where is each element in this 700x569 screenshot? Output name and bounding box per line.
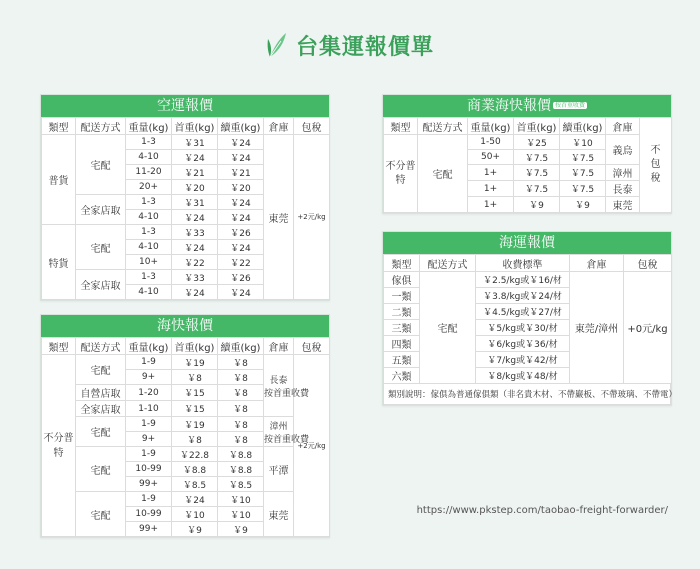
rate-cell: ￥6/kg或￥36/材	[476, 336, 570, 352]
sea-express-card	[40, 314, 330, 538]
header-cell: 首重(kg)	[172, 338, 218, 355]
header-cell: 配送方式	[420, 255, 476, 272]
weight-cell: 10-99	[126, 462, 172, 477]
weight-cell: 1-9	[126, 447, 172, 462]
first-weight-cell: ￥24	[172, 492, 218, 507]
weight-cell: 4-10	[126, 285, 172, 300]
warehouse-note: 按首重收費	[264, 434, 310, 445]
extra-weight-cell: ￥22	[218, 255, 264, 270]
extra-weight-cell: ￥21	[218, 165, 264, 180]
weight-cell: 1+	[468, 197, 514, 213]
header-cell: 類型	[384, 118, 418, 135]
commercial-sea-express-table	[383, 117, 672, 213]
delivery-cell: 宅配	[418, 135, 468, 213]
extra-weight-cell: ￥8.8	[218, 462, 264, 477]
page-title	[0, 30, 700, 64]
extra-weight-cell: ￥8.5	[218, 477, 264, 492]
category-cell: 傢俱	[384, 272, 420, 288]
extra-weight-cell: ￥8	[218, 370, 264, 385]
extra-weight-cell: ￥24	[218, 285, 264, 300]
extra-weight-cell: ￥24	[218, 150, 264, 165]
first-weight-cell: ￥15	[172, 401, 218, 417]
header-cell: 續重(kg)	[218, 118, 264, 135]
leaf-icon	[266, 32, 290, 64]
extra-weight-cell: ￥8.8	[218, 447, 264, 462]
extra-weight-cell: ￥7.5	[560, 181, 606, 197]
extra-weight-cell: ￥8	[218, 417, 264, 432]
weight-cell: 1-3	[126, 225, 172, 240]
table-row	[42, 417, 330, 432]
delivery-cell: 宅配	[76, 492, 126, 537]
rate-cell: ￥4.5/kg或￥27/材	[476, 304, 570, 320]
extra-weight-cell: ￥10	[218, 492, 264, 507]
first-weight-cell: ￥33	[172, 225, 218, 240]
delivery-cell: 宅配	[76, 355, 126, 385]
delivery-cell: 自營店取	[76, 385, 126, 401]
warehouse-cell: 漳州	[606, 165, 640, 181]
weight-cell: 50+	[468, 150, 514, 165]
weight-cell: 10-99	[126, 507, 172, 522]
sea-freight-title: 海運報價	[383, 232, 671, 254]
rate-cell: ￥3.8/kg或￥24/材	[476, 288, 570, 304]
first-weight-cell: ￥21	[172, 165, 218, 180]
extra-weight-cell: ￥7.5	[560, 165, 606, 181]
extra-weight-cell: ￥10	[560, 135, 606, 150]
category-cell: 四類	[384, 336, 420, 352]
air-freight-table	[41, 117, 330, 300]
extra-weight-cell: ￥8	[218, 401, 264, 417]
weight-cell: 1-9	[126, 417, 172, 432]
header-cell: 重量(kg)	[126, 338, 172, 355]
header-cell: 包稅	[624, 255, 672, 272]
tax-cell: +2元/kg	[294, 135, 330, 300]
table-row	[42, 447, 330, 462]
extra-weight-cell: ￥24	[218, 195, 264, 210]
rate-cell: ￥7/kg或￥42/材	[476, 352, 570, 368]
warehouse-cell: 義烏	[606, 135, 640, 165]
weight-cell: 4-10	[126, 210, 172, 225]
first-weight-cell: ￥8	[172, 370, 218, 385]
table-header	[42, 118, 330, 135]
first-weight-cell: ￥20	[172, 180, 218, 195]
header-cell: 包稅	[294, 338, 330, 355]
extra-weight-cell: ￥8	[218, 432, 264, 447]
first-weight-cell: ￥24	[172, 150, 218, 165]
tax-cell: +0元/kg	[624, 272, 672, 384]
delivery-cell: 宅配	[76, 447, 126, 492]
category-cell: 不分普特	[42, 355, 76, 537]
first-weight-cell: ￥22	[172, 255, 218, 270]
header-cell: 續重(kg)	[218, 338, 264, 355]
sea-freight-card	[382, 231, 678, 406]
extra-weight-cell: ￥9	[560, 197, 606, 213]
warehouse-name: 長泰	[269, 375, 288, 386]
category-cell: 六類	[384, 368, 420, 384]
tax-cell: +2元/kg	[294, 355, 330, 537]
header-cell: 配送方式	[76, 338, 126, 355]
warehouse-cell: 東莞/漳州	[570, 272, 624, 384]
table-header	[384, 255, 672, 272]
first-weight-cell: ￥7.5	[514, 181, 560, 197]
delivery-cell: 全家店取	[76, 270, 126, 300]
first-weight-cell: ￥31	[172, 135, 218, 150]
title-text: 台集運報價單	[295, 35, 434, 60]
sea-freight-table	[383, 254, 672, 384]
extra-weight-cell: ￥10	[218, 507, 264, 522]
table-row	[42, 492, 330, 507]
header-cell: 類型	[384, 255, 420, 272]
weight-cell: 1-9	[126, 355, 172, 370]
header-cell: 包稅	[294, 118, 330, 135]
category-cell: 特貨	[42, 225, 76, 300]
first-weight-cell: ￥25	[514, 135, 560, 150]
weight-cell: 1-9	[126, 492, 172, 507]
header-cell: 類型	[42, 338, 76, 355]
warehouse-cell: 東莞	[264, 492, 294, 537]
weight-cell: 9+	[126, 432, 172, 447]
first-weight-cell: ￥7.5	[514, 150, 560, 165]
warehouse-cell	[264, 355, 310, 417]
extra-weight-cell: ￥24	[218, 210, 264, 225]
delivery-cell: 宅配	[76, 225, 126, 270]
header-cell: 配送方式	[418, 118, 468, 135]
warehouse-cell	[264, 417, 310, 447]
extra-weight-cell: ￥8	[218, 385, 264, 401]
commercial-sea-express-card	[382, 94, 672, 214]
first-weight-cell: ￥24	[172, 240, 218, 255]
first-weight-cell: ￥8.8	[172, 462, 218, 477]
warehouse-cell: 平潭	[264, 447, 294, 492]
warehouse-cell: 東莞	[606, 197, 640, 213]
table-header	[42, 338, 330, 355]
sea-express-table	[41, 337, 330, 537]
sea-express-title: 海快報價	[41, 315, 329, 337]
rate-cell: ￥2.5/kg或￥16/材	[476, 272, 570, 288]
extra-weight-cell: ￥8	[218, 355, 264, 370]
weight-cell: 4-10	[126, 240, 172, 255]
header-cell: 配送方式	[76, 118, 126, 135]
category-cell: 普貨	[42, 135, 76, 225]
header-cell: 倉庫	[606, 118, 640, 135]
first-weight-cell: ￥24	[172, 210, 218, 225]
extra-weight-cell: ￥24	[218, 135, 264, 150]
commercial-title-text: 商業海快報價	[466, 98, 551, 114]
air-freight-card	[40, 94, 330, 301]
category-cell: 五類	[384, 352, 420, 368]
warehouse-name: 漳州	[269, 421, 288, 432]
table-row	[384, 135, 672, 150]
delivery-cell: 宅配	[76, 135, 126, 195]
extra-weight-cell: ￥7.5	[560, 150, 606, 165]
first-weight-cell: ￥31	[172, 195, 218, 210]
rate-cell: ￥8/kg或￥48/材	[476, 368, 570, 384]
category-cell: 三類	[384, 320, 420, 336]
warehouse-note: 按首重收費	[264, 388, 310, 399]
header-cell: 重量(kg)	[126, 118, 172, 135]
header-cell: 倉庫	[570, 255, 624, 272]
table-row	[42, 135, 330, 150]
header-cell: 首重(kg)	[514, 118, 560, 135]
category-cell: 一類	[384, 288, 420, 304]
first-weight-cell: ￥19	[172, 355, 218, 370]
commercial-title-tag: 按首重收費	[554, 102, 585, 109]
first-weight-cell: ￥33	[172, 270, 218, 285]
weight-cell: 1+	[468, 165, 514, 181]
weight-cell: 20+	[126, 180, 172, 195]
header-cell: 續重(kg)	[560, 118, 606, 135]
header-cell: 倉庫	[264, 338, 294, 355]
first-weight-cell: ￥19	[172, 417, 218, 432]
first-weight-cell: ￥22.8	[172, 447, 218, 462]
table-header	[384, 118, 672, 135]
delivery-cell: 全家店取	[76, 195, 126, 225]
category-note: 類別說明：傢俱為普通傢俱類（非名貴木材、不帶巖板、不帶玻璃、不帶電）	[383, 384, 671, 405]
commercial-sea-express-title	[383, 95, 671, 117]
warehouse-cell: 長泰	[606, 181, 640, 197]
extra-weight-cell: ￥9	[218, 522, 264, 537]
website-url: https://www.pkstep.com/taobao-freight-forwarder/	[416, 505, 668, 516]
first-weight-cell: ￥15	[172, 385, 218, 401]
header-cell: 收費標準	[476, 255, 570, 272]
header-cell: 重量(kg)	[468, 118, 514, 135]
category-cell: 二類	[384, 304, 420, 320]
extra-weight-cell: ￥24	[218, 240, 264, 255]
tax-cell: 不包稅	[640, 118, 672, 213]
first-weight-cell: ￥9	[172, 522, 218, 537]
first-weight-cell: ￥8.5	[172, 477, 218, 492]
weight-cell: 1+	[468, 181, 514, 197]
first-weight-cell: ￥24	[172, 285, 218, 300]
header-cell: 倉庫	[264, 118, 294, 135]
weight-cell: 10+	[126, 255, 172, 270]
weight-cell: 9+	[126, 370, 172, 385]
table-row	[384, 272, 672, 288]
weight-cell: 11-20	[126, 165, 172, 180]
weight-cell: 1-20	[126, 385, 172, 401]
header-cell: 類型	[42, 118, 76, 135]
first-weight-cell: ￥10	[172, 507, 218, 522]
weight-cell: 99+	[126, 522, 172, 537]
delivery-cell: 宅配	[420, 272, 476, 384]
first-weight-cell: ￥9	[514, 197, 560, 213]
warehouse-cell: 東莞	[264, 135, 294, 300]
weight-cell: 1-3	[126, 270, 172, 285]
extra-weight-cell: ￥20	[218, 180, 264, 195]
delivery-cell: 宅配	[76, 417, 126, 447]
weight-cell: 1-3	[126, 135, 172, 150]
weight-cell: 1-10	[126, 401, 172, 417]
weight-cell: 1-50	[468, 135, 514, 150]
category-cell: 不分普特	[384, 135, 418, 213]
first-weight-cell: ￥7.5	[514, 165, 560, 181]
delivery-cell: 全家店取	[76, 401, 126, 417]
weight-cell: 4-10	[126, 150, 172, 165]
first-weight-cell: ￥8	[172, 432, 218, 447]
extra-weight-cell: ￥26	[218, 225, 264, 240]
weight-cell: 99+	[126, 477, 172, 492]
header-cell: 首重(kg)	[172, 118, 218, 135]
weight-cell: 1-3	[126, 195, 172, 210]
air-freight-title: 空運報價	[41, 95, 329, 117]
rate-cell: ￥5/kg或￥30/材	[476, 320, 570, 336]
extra-weight-cell: ￥26	[218, 270, 264, 285]
table-row	[42, 355, 330, 370]
